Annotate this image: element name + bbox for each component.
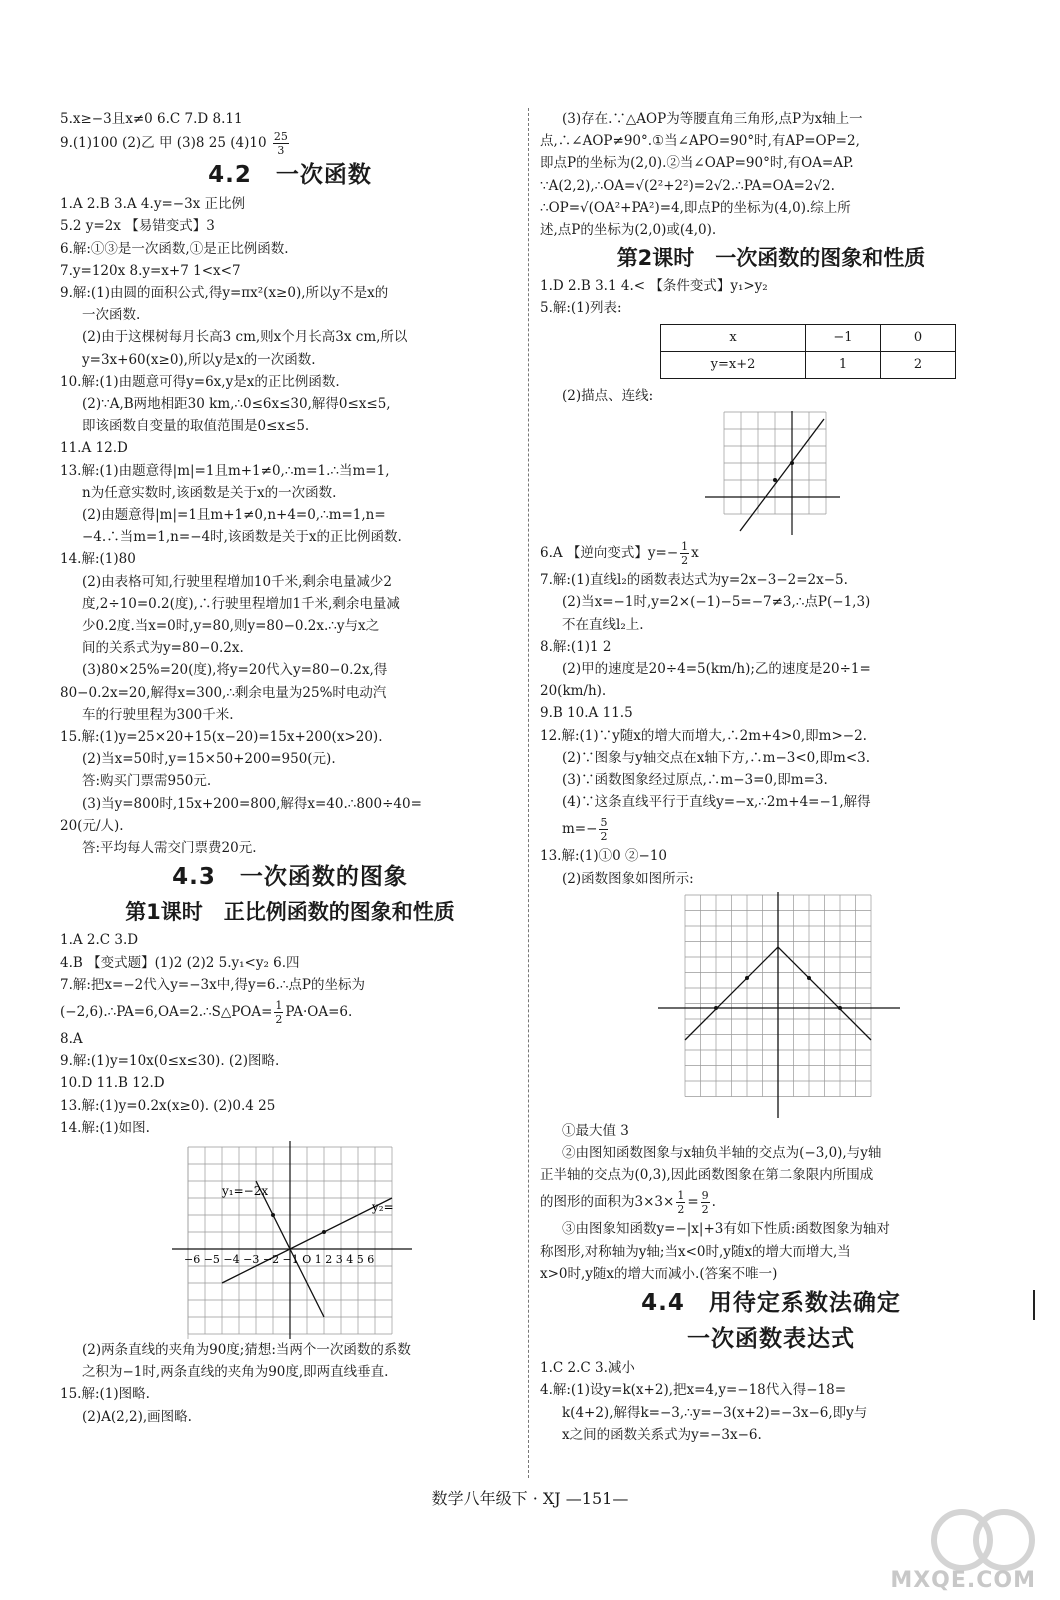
answer-line: 11.A 12.D [60,440,128,457]
answer-line: (−2,6).∴PA=6,OA=2.∴S△POA= $\frac{1}{2}$ PA·OA=6. [60,998,353,1026]
answer-line: 8.解:(1)1 2 [540,638,612,655]
answers-r8 [540,1218,1002,1285]
answer-line: 9.解:(1)y=10x(0≤x≤30). (2)图略. [60,1053,280,1070]
answer-line: 之积为−1时,两条直线的夹角为90度,即两直线垂直. [82,1364,389,1381]
answers-r7 [540,1120,1002,1187]
answers-r5 [540,845,1002,889]
answer-line: ③由图象知函数y=−|x|+3有如下性质:函数图象为轴对 [562,1221,890,1238]
answer-line: (2)A(2,2),画图略. [82,1408,192,1425]
answer-line: (2)由于这棵树每月长高3 cm,则x个月长高3x cm,所以 [82,329,408,346]
fraction: $\frac{1}{2}$ [681,540,689,568]
answer-line: 5.2 y=2x 【易错变式】3 [60,218,215,235]
answer-line: (2)当x=50时,y=15×50+200=950(元). [82,751,336,768]
answer-line: x>0时,y随x的增大而减小.(答案不唯一) [540,1265,778,1282]
answer-line: 9.(1)100 (2)乙 甲 (3)8 25 (4)10 $\frac{25}{3}$ [60,130,288,158]
answers-r2 [540,275,1002,319]
answer-line: 答:平均每人需交门票费20元. [82,840,257,857]
page-footer: 数学八年级下 · XJ —151— [431,1489,629,1508]
answers-r9 [540,1357,1002,1446]
lesson-title-1: 第1课时 正比例函数的图象和性质 [125,900,455,925]
answer-line: 13.解:(1)由题意得|m|=1且m+1≠0,∴m=1.∴当m=1, [60,462,390,479]
answer-line: 即该函数自变量的取值范围是0≤x≤5. [82,418,310,435]
answer-line: (3)80×25%=20(度),将y=20代入y=80−0.2x,得 [82,662,388,679]
answer-line: 9.解:(1)由圆的面积公式,得y=πx²(x≥0),所以y不是x的 [60,285,389,302]
answer-line: 7.解:(1)直线l₂的函数表达式为y=2x−3−2=2x−5. [540,572,848,589]
answer-line: 5.解:(1)列表: [540,300,622,317]
answer-line: (3)当y=800时,15x+200=800,解得x=40.∴800÷40= [82,795,422,812]
answer-line: 15.解:(1)y=25×20+15(x−20)=15x+200(x>20). [60,729,383,746]
axis-ticks: −6 −5 −4 −3 −2 −1 O 1 2 3 4 5 6 [184,1252,375,1266]
answer-line: (4)∵这条直线平行于直线y=−x,∴2m+4=−1,解得 [562,794,871,811]
answer-line: 述,点P的坐标为(2,0)或(4,0). [540,222,717,239]
answer-line: 1.A 2.C 3.D [60,932,139,949]
answer-line: y=3x+60(x≥0),所以y是x的一次函数. [82,351,316,368]
answer-line: (2)函数图象如图所示: [562,870,694,887]
answer-line: (2)两条直线的夹角为90度;猜想:当两个一次函数的系数 [82,1341,411,1358]
answer-line: (2)∵A,B两地相距30 km,∴0≤6x≤30,解得0≤x≤5, [82,396,391,413]
answer-line: (3)存在.∵△AOP为等腰直角三角形,点P为x轴上一 [562,111,863,127]
answer-line: 14.解:(1)如图. [60,1119,150,1136]
section-4-3-answers-c [60,1339,520,1428]
section-title-4-2: 4.2 一次函数 [208,162,372,189]
answer-line: 20(元/人). [60,817,124,834]
answer-line: 13.解:(1)①0 ②−10 [540,848,668,865]
answer-line: 10.解:(1)由题意可得y=6x,y是x的正比例函数. [60,373,340,390]
answer-line: 车的行驶里程为300千米. [82,706,234,723]
answer-line: 13.解:(1)y=0.2x(x≥0). (2)0.4 25 [60,1097,276,1114]
answer-line: 一次函数. [82,307,141,324]
answer-line: 称图形,对称轴为y轴;当x<0时,y随x的增大而增大,当 [540,1243,851,1260]
answer-line: x之间的函数关系式为y=−3x−6. [562,1426,762,1443]
answer-line: 9.B 10.A 11.5 [540,705,633,722]
left-column [60,108,520,1428]
answer-line: (2)由题意得|m|=1且m+1≠0,n+4=0,∴m=1,n= [82,507,386,524]
answer-line: (2)当x=−1时,y=2×(−1)−5=−7≠3,∴点P(−1,3) [562,594,871,611]
answer-line: 的图形的面积为3×3× $\frac{1}{2}$ = $\frac{9}{2}$ . [540,1189,716,1217]
column-divider [528,108,529,1478]
answer-line: 10.D 11.B 12.D [60,1075,165,1092]
answer-line: 4.解:(1)设y=k(x+2),把x=4,y=−18代入得−18= [540,1382,847,1399]
section-title-4-4: 4.4 用待定系数法确定 [641,1290,901,1317]
answer-line: 1.D 2.B 3.1 4.< 【条件变式】y₁>y₂ [540,278,768,295]
answer-line: −4.∴当m=1,n=−4时,该函数是关于x的正比例函数. [82,529,402,546]
answer-line: 5.x≥−3且x≠0 6.C 7.D 8.11 [60,111,243,127]
graph-proportional-functions [60,1139,520,1339]
margin-mark [1033,1290,1035,1320]
right-column [540,108,1002,1446]
answer-line: 正半轴的交点为(0,3),因此函数图象在第二象限内所围成 [540,1167,874,1184]
answer-line: ∴OP=√(OA²+PA²)=4,即点P的坐标为(4,0).综上所 [540,199,851,216]
answer-line: 即点P的坐标为(2,0).②当∠OAP=90°时,有OA=AP. [540,155,854,172]
answer-line: 7.y=120x 8.y=x+7 1<x<7 [60,262,241,279]
line-label-y1: y₁=−2x [222,1183,269,1198]
answer-line: ②由图知函数图象与x轴负半轴的交点为(−3,0),与y轴 [562,1145,882,1162]
answer-line: (3)∵函数图象经过原点,∴m−3=0,即m=3. [562,772,828,789]
section-4-3-answers-b [60,1028,520,1139]
answers-r4 [540,569,1002,813]
answer-line: 1.C 2.C 3.减小 [540,1360,635,1377]
answers-r1 [540,108,1002,241]
answer-line: 8.A [60,1030,83,1047]
answer-line: 20(km/h). [540,683,607,700]
answer-line: 度,2÷10=0.2(度),∴行驶里程增加1千米,剩余电量减 [82,595,400,612]
fraction: $\frac{1}{2}$ [275,998,283,1026]
lesson-title-2: 第2课时 一次函数的图象和性质 [616,246,926,271]
answer-line: (2)由表格可知,行驶里程增加10千米,剩余电量减少2 [82,573,392,590]
watermark-text: MXQE.COM [890,1568,1036,1593]
answer-line: 点,∴∠AOP≠90°.①当∠APO=90°时,有AP=OP=2, [540,133,860,150]
answers-r3 [540,385,1002,407]
fraction: $\frac{1}{2}$ [677,1189,685,1217]
answer-line: ①最大值 3 [562,1122,629,1139]
answer-line: ∵A(2,2),∴OA=√(2²+2²)=2√2.∴PA=OA=2√2. [540,177,835,194]
fraction: $\frac{9}{2}$ [701,1189,709,1217]
answer-line: (2)描点、连线: [562,388,654,405]
answer-line: k(4+2),解得k=−3,∴y=−3(x+2)=−3x−6,即y与 [562,1404,868,1421]
answer-line: 不在直线l₂上. [562,616,644,633]
section-4-3-answers-a [60,929,520,996]
value-table: x −1 0 y=x+2 1 2 [660,324,956,379]
section-4-2-answers [60,193,520,859]
answer-line: 80−0.2x=20,解得x=300,∴剩余电量为25%时电动汽 [60,684,387,701]
graph-abs-function [540,890,1000,1120]
answer-line: 15.解:(1)图略. [60,1386,150,1403]
answer-line: n为任意实数时,该函数是关于x的一次函数. [82,484,337,501]
section-title-4-3: 4.3 一次函数的图象 [172,864,408,891]
answer-line: 6.解:①③是一次函数,①是正比例函数. [60,240,289,257]
answer-line: 14.解:(1)80 [60,551,136,568]
answer-line: 6.A 【逆向变式】y=− $\frac{1}{2}$ x [540,540,699,568]
answer-line: 12.解:(1)∵y随x的增大而增大,∴2m+4>0,即m>−2. [540,727,867,744]
answer-line: 少0.2度.当x=0时,y=80,则y=80−0.2x.∴y与x之 [82,618,380,635]
fraction: $\frac{5}{2}$ [600,816,608,844]
line-label-y2: y₂= [372,1199,394,1214]
answer-line: 1.A 2.B 3.A 4.y=−3x 正比例 [60,196,246,213]
answer-line: 4.B 【变式题】(1)2 (2)2 5.y₁<y₂ 6.四 [60,954,300,971]
answer-line: (2)甲的速度是20÷4=5(km/h);乙的速度是20÷1= [562,661,871,678]
section-title-4-4-line2: 一次函数表达式 [687,1326,855,1353]
answer-line: 7.解:把x=−2代入y=−3x中,得y=6.∴点P的坐标为 [60,976,365,993]
answer-line: (2)∵图象与y轴交点在x轴下方,∴m−3<0,即m<3. [562,749,871,766]
answer-line: m=− $\frac{5}{2}$ [562,816,608,844]
answer-line: 间的关系式为y=80−0.2x. [82,640,244,657]
fraction: $\frac{25}{3}$ [273,130,288,158]
answer-line: 答:购买门票需950元. [82,773,212,790]
graph-y-equals-x-plus-2 [540,407,1000,537]
